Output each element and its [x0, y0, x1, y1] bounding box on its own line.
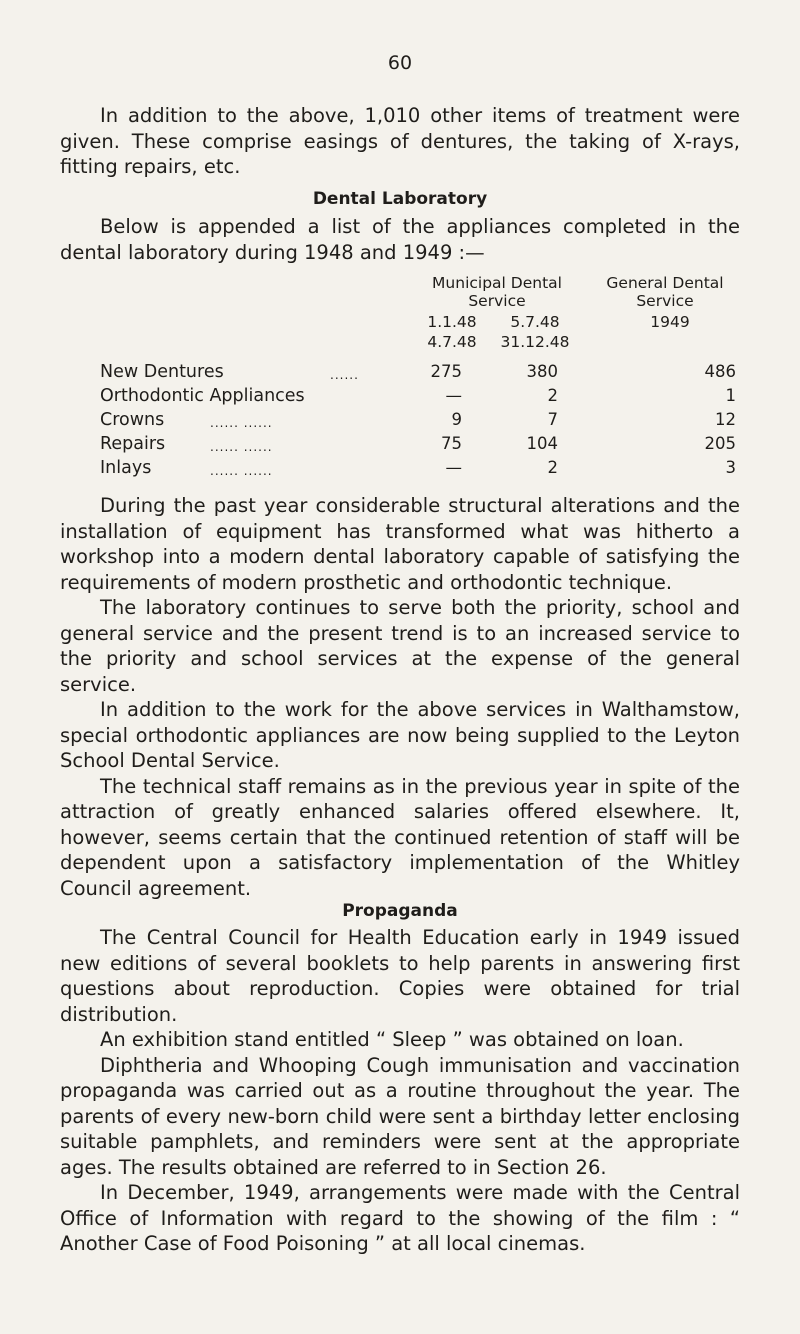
table-cell: 9	[451, 410, 462, 429]
lab-paragraph: In addition to the work for the above services in Walthamstow, special orthodontic appliances are now being supplied to the Leyton School Dental Service.	[60, 698, 740, 772]
lab-intro-text: Below is appended a list of the appliances completed in the dental laboratory during 1948 and 1949 :—	[60, 215, 740, 264]
table-cell: 486	[704, 362, 736, 381]
col2-date-b: 31.12.48	[500, 333, 570, 351]
col1-date-b: 4.7.48	[427, 333, 477, 351]
municipal-header-1: Municipal Dental	[432, 274, 562, 292]
general-header-1: General Dental	[606, 274, 724, 292]
intro-paragraph	[60, 103, 740, 180]
municipal-header-2: Service	[468, 292, 526, 310]
table-row-label: New Dentures	[100, 362, 224, 382]
table-cell: 205	[704, 434, 736, 453]
table-cell: —	[445, 458, 462, 477]
table-cell: 75	[441, 434, 462, 453]
lab-paragraph: The laboratory continues to serve both the priority, school and general service and the present trend is to an increased service to the priority and school services at the expense of the general service.	[60, 596, 740, 696]
lab-paragraph: During the past year considerable structural alterations and the installation of equipment has transformed what was hitherto a workshop into a modern dental laboratory capable of satisfying the requirements of modern prosthetic and orthodontic technique.	[60, 494, 740, 594]
propaganda-heading: Propaganda	[342, 901, 458, 921]
propaganda-paragraph: In December, 1949, arrangements were made with the Central Office of Information with regard to the showing of the film : “ Another Case of Food Poisoning ” at all local cinemas.	[60, 1181, 740, 1255]
table-cell: 104	[526, 434, 558, 453]
table-cell: 12	[715, 410, 736, 429]
page-number: 60	[387, 52, 413, 74]
table-row-label: Crowns	[100, 410, 165, 430]
general-header-2: Service	[636, 292, 694, 310]
table-cell: 1	[725, 386, 736, 405]
propaganda-paragraph: The Central Council for Health Education early in 1949 issued new editions of several booklets to help parents in answering first questions about reproduction. Copies were obtained for trial distribution.	[60, 926, 740, 1026]
table-cell: 275	[430, 362, 462, 381]
propaganda-paragraph: Diphtheria and Whooping Cough immunisation and vaccination propaganda was carried out as a routine throughout the year. The parents of every new-born child were sent a birthday letter enclosing suitable pamphlets, and reminders were sent at the appropriate ages. The results obtained are referred to in Section 26.	[60, 1053, 740, 1179]
lab-intro-paragraph	[60, 214, 740, 265]
table-row-dots: ...... ......	[210, 440, 273, 454]
table-row-dots: ...... ......	[210, 464, 273, 478]
table-row-label: Orthodontic Appliances	[100, 386, 305, 406]
table-cell: 7	[547, 410, 558, 429]
propaganda-paragraphs	[60, 925, 740, 1257]
intro-text: In addition to the above, 1,010 other items of treatment were given. These comprise easings of dentures, the taking of X-rays, fitting repairs, etc.	[60, 104, 740, 178]
table-row-dots: ...... ......	[210, 416, 273, 430]
lab-paragraphs	[60, 493, 740, 901]
col1-date-a: 1.1.48	[427, 313, 477, 331]
table-cell: 2	[547, 386, 558, 405]
table-cell: 2	[547, 458, 558, 477]
propaganda-paragraph: An exhibition stand entitled “ Sleep ” was obtained on loan.	[100, 1028, 684, 1051]
table-row-label: Inlays	[100, 458, 152, 478]
table-row-dots: ......	[330, 368, 359, 382]
table-cell: 3	[725, 458, 736, 477]
table-row-label: Repairs	[100, 434, 166, 454]
dental-laboratory-heading: Dental Laboratory	[312, 189, 488, 209]
col3-year: 1949	[650, 313, 690, 331]
col2-date-a: 5.7.48	[510, 313, 560, 331]
table-cell: 380	[526, 362, 558, 381]
table-cell: —	[445, 386, 462, 405]
lab-paragraph: The technical staff remains as in the previous year in spite of the attraction of greatly enhanced salaries offered elsewhere. It, however, seems certain that the continued retention of staff will be dependent upon a satisfactory implementation of the Whitley Council agreement.	[60, 774, 740, 900]
